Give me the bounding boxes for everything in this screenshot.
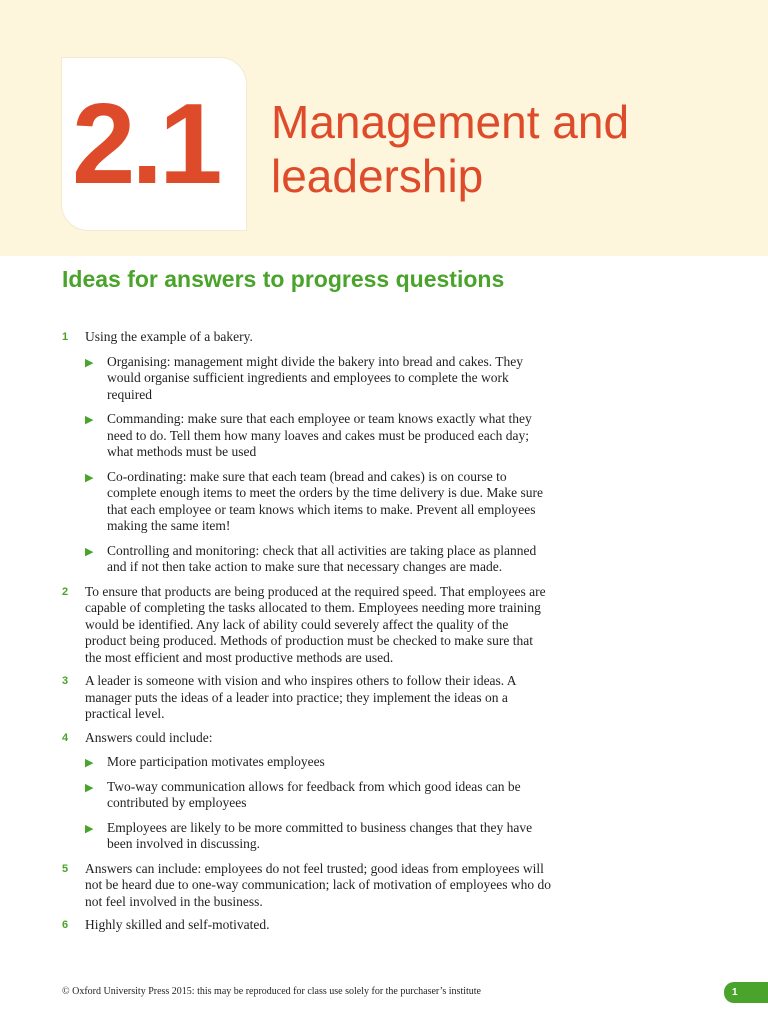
triangle-right-icon: ▶ <box>85 414 94 426</box>
chapter-header <box>0 0 768 256</box>
triangle-right-icon: ▶ <box>85 781 94 794</box>
bullet-item <box>85 543 552 576</box>
answer-item <box>62 673 552 723</box>
answer-item <box>62 861 552 911</box>
bullet-text: Co-ordinating: make sure that each team (bread and cakes) is on course to complete enough items to meet the orders by the time delivery is due. Make sure that each employee or team knows which items to make. Prevent all employees making the same item! <box>107 468 544 533</box>
chapter-title-line-1: Management and <box>271 96 630 148</box>
copyright-footer: © Oxford University Press 2015: this may be reproduced for class use solely for the purchaser’s institute <box>62 986 481 997</box>
answer-text: A leader is someone with vision and who inspires others to follow their ideas. A manager puts the ideas of a leader into practice; they implement the ideas on a practical level. <box>85 673 516 721</box>
triangle-right-icon: ▶ <box>85 471 94 484</box>
triangle-right-icon: ▶ <box>85 356 94 369</box>
bullet-text: Organising: management might divide the bakery into bread and cakes. They would organise sufficient ingredients and employees to complete the work required <box>107 353 524 402</box>
answer-item <box>62 584 552 667</box>
bullet-text: Commanding: make sure that each employee or team knows exactly what they need to do. Tell them how many loaves and cakes must be produced each day; what methods must be used <box>107 411 532 459</box>
triangle-right-icon: ▶ <box>85 545 94 558</box>
answer-number: 1 <box>62 331 69 343</box>
section-heading: Ideas for answers to progress questions <box>62 266 505 292</box>
answer-text: Using the example of a bakery. <box>85 329 253 344</box>
answers-list <box>62 329 552 941</box>
page-number: 1 <box>732 987 738 998</box>
triangle-right-icon: ▶ <box>85 822 94 835</box>
answer-number: 5 <box>62 862 69 875</box>
bullet-item <box>85 411 552 461</box>
answer-number: 6 <box>62 919 69 931</box>
page-number-tab <box>724 982 768 1003</box>
answer-item <box>62 329 552 576</box>
answer-text: To ensure that products are being produced at the required speed. That employees are capable of completing the tasks allocated to them. Employees needing more training would be identified. Any lack of ability could severely affect the quality of the product being produced. Methods of production must be checked to make sure that the most efficient and most productive methods are used. <box>85 583 546 665</box>
answer-number: 2 <box>62 585 69 598</box>
chapter-title-line-2: leadership <box>271 150 484 202</box>
answer-number: 3 <box>62 675 69 687</box>
bullet-text: More participation motivates employees <box>107 754 325 769</box>
answer-text: Answers could include: <box>85 729 213 745</box>
answer-item <box>62 730 552 853</box>
bullet-list <box>85 754 552 853</box>
bullet-item <box>85 754 552 771</box>
answer-text: Highly skilled and self-motivated. <box>85 917 270 932</box>
bullet-item <box>85 469 552 535</box>
chapter-title <box>271 95 629 203</box>
answer-number: 4 <box>62 731 69 744</box>
answer-text: Answers can include: employees do not feel trusted; good ideas from employees will not be heard due to one-way communication; lack of motivation of employees who do not feel involved in the business. <box>85 860 552 909</box>
section-number: 2.1 <box>72 81 219 208</box>
bullet-list <box>85 354 552 576</box>
bullet-item <box>85 820 552 853</box>
bullet-text: Employees are likely to be more committed to business changes that they have been involved in discussing. <box>107 819 533 851</box>
bullet-item <box>85 354 552 404</box>
answer-item <box>62 917 552 934</box>
bullet-item <box>85 779 552 812</box>
bullet-text: Two-way communication allows for feedback from which good ideas can be contributed by employees <box>107 778 521 810</box>
triangle-right-icon: ▶ <box>85 757 94 769</box>
bullet-text: Controlling and monitoring: check that all activities are taking place as planned and if not then take action to make sure that necessary changes are made. <box>107 542 537 574</box>
